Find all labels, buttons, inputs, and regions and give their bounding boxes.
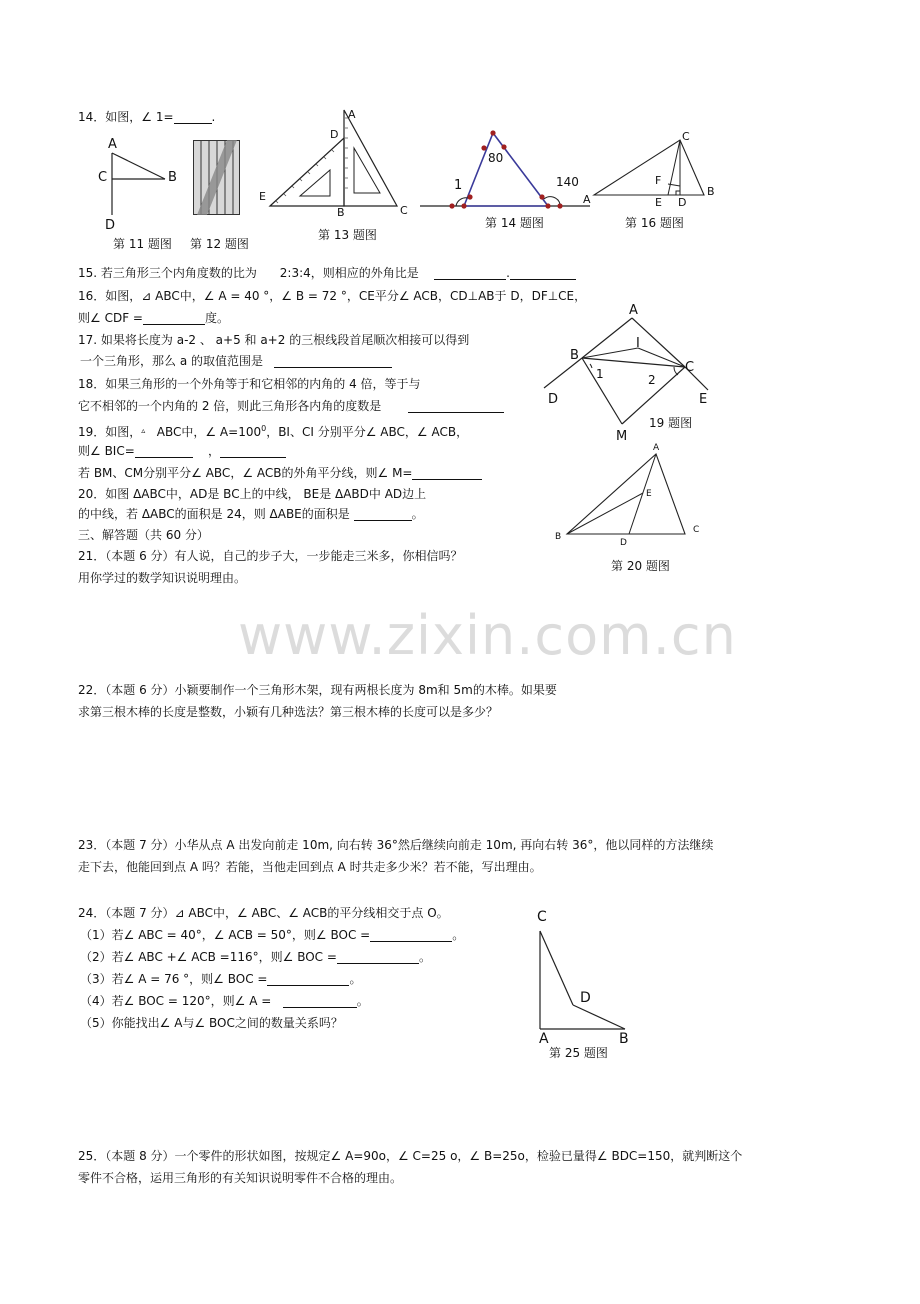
question-19-prefix: 19．如图，	[78, 425, 142, 439]
question-22-line1: 22．（本题 6 分）小颖要制作一个三角形木架，现有两根长度为 8m和 5m的木棒。如果要	[78, 683, 557, 697]
fig19-label-1: 1	[596, 367, 604, 381]
fig11-caption: 第 11 题图	[113, 237, 172, 251]
fig20-label-d: D	[620, 538, 627, 548]
fig14-label-1: 1	[454, 178, 463, 193]
fig20-label-b: B	[555, 532, 562, 542]
answer-blank[interactable]	[354, 508, 412, 521]
question-21-line1: 21．（本题 6 分）有人说，自己的步子大，一步能走三米多，你相信吗？	[78, 549, 463, 563]
fig25-caption: 第 25 题图	[549, 1046, 608, 1060]
fig13-label-e: E	[259, 190, 266, 203]
fig19-label-i: I	[636, 336, 640, 351]
fig16-label-d: D	[678, 196, 687, 209]
fig14-label-80: 80	[488, 151, 504, 165]
fig11-label-b: B	[168, 170, 177, 185]
question-20-text: 的中线，若 ΔABC的面积是 24，则 ΔABE的面积是	[78, 507, 354, 521]
fig13-label-c: C	[400, 204, 408, 217]
fig25-label-b: B	[619, 1031, 629, 1047]
fig13-label-b: B	[337, 206, 345, 219]
question-19-text-2: ，BI、CI 分别平分∠ ABC，∠ ACB，	[266, 425, 469, 439]
fig19-caption: 19 题图	[649, 416, 693, 430]
answer-blank[interactable]	[337, 951, 419, 964]
fig16-label-c: C	[682, 130, 690, 143]
figure-13	[262, 108, 412, 218]
triangle-symbol: ▵	[141, 426, 146, 435]
question-23-line1: 23．（本题 7 分）小华从点 A 出发向前走 10m, 向右转 36°然后继续向前走 10m, 再向右转 36°，他以同样的方法继续	[78, 838, 714, 852]
figure-16	[590, 132, 715, 212]
answer-blank[interactable]	[370, 929, 452, 942]
fig16-label-b: B	[707, 185, 715, 198]
fig25-label-a: A	[539, 1031, 549, 1047]
fig25-label-d: D	[580, 990, 591, 1006]
question-19-line3	[78, 466, 482, 480]
question-24-part2-end: 。	[418, 950, 431, 964]
fig19-label-a: A	[629, 303, 638, 318]
fig11-label-c: C	[98, 170, 108, 185]
question-24-part3-text: （3）若∠ A = 76 °，则∠ BOC =	[80, 972, 268, 986]
fig19-label-2: 2	[648, 373, 656, 387]
question-19-bic: 则∠ BIC=	[78, 444, 135, 458]
fig20-label-e: E	[646, 489, 652, 499]
question-19-m: 若 BM、CM分别平分∠ ABC，∠ ACB的外角平分线，则∠ M=	[78, 466, 413, 480]
fig13-label-d: D	[330, 128, 339, 141]
fig16-label-f: F	[655, 174, 662, 187]
figure-25	[535, 925, 635, 1035]
question-15	[78, 266, 576, 280]
question-24-part2	[80, 950, 431, 964]
question-19-text: ABC中，∠ A=100	[156, 425, 262, 439]
answer-blank[interactable]	[283, 995, 357, 1008]
fig14-label-140: 140	[556, 175, 579, 189]
question-24-part5: （5）你能找出∠ A与∠ BOC之间的数量关系吗？	[80, 1016, 343, 1030]
fig25-label-c: C	[537, 909, 547, 925]
question-15-dot: .	[506, 266, 510, 280]
answer-blank[interactable]	[274, 355, 392, 368]
answer-blank[interactable]	[510, 267, 576, 280]
fig19-label-c: C	[685, 360, 695, 375]
question-19-line2	[78, 444, 286, 458]
answer-blank[interactable]	[135, 445, 193, 458]
question-16-line2	[78, 311, 229, 325]
question-24-part4-text: （4）若∠ BOC = 120°，则∠ A =	[80, 994, 272, 1008]
question-24-part1	[80, 928, 464, 942]
figure-14	[420, 125, 595, 215]
question-19-comma: ，	[208, 444, 221, 458]
answer-blank[interactable]	[220, 445, 286, 458]
question-25-line2: 零件不合格，运用三角形的有关知识说明零件不合格的理由。	[78, 1171, 403, 1185]
question-24-part3-end: 。	[349, 972, 362, 986]
question-20-line2	[78, 507, 424, 521]
question-24-part1-text: （1）若∠ ABC = 40°，∠ ACB = 50°，则∠ BOC =	[80, 928, 371, 942]
question-21-line2: 用你学过的数学知识说明理由。	[78, 571, 247, 585]
question-23-line2: 走下去，他能回到点 A 吗？若能，当他走回到点 A 时共走多少米？若不能，写出理由。	[78, 860, 542, 874]
fig13-caption: 第 13 题图	[318, 228, 377, 242]
answer-blank[interactable]	[408, 400, 504, 413]
question-24-part2-text: （2）若∠ ABC +∠ ACB =116°，则∠ BOC =	[80, 950, 337, 964]
question-14	[78, 110, 215, 124]
question-20-line1: 20．如图 ΔABC中，AD是 BC上的中线， BE是 ΔABD中 AD边上	[78, 487, 427, 501]
question-24-part1-end: 。	[452, 928, 465, 942]
fig20-label-a: A	[653, 443, 660, 453]
question-19-line1	[78, 422, 468, 439]
fig11-label-a: A	[108, 137, 117, 152]
fig13-label-a: A	[348, 108, 356, 121]
answer-blank[interactable]	[143, 312, 205, 325]
fig11-label-d: D	[105, 218, 116, 233]
fig19-label-d: D	[548, 392, 559, 407]
fig12-caption: 第 12 题图	[190, 237, 249, 251]
answer-blank[interactable]	[412, 467, 482, 480]
watermark-text: www.zixin.com.cn	[238, 604, 737, 667]
question-17-line1: 17. 如果将长度为 a-2 、 a+5 和 a+2 的三根线段首尾顺次相接可以得到	[78, 333, 470, 347]
question-24-part4-end: 。	[356, 994, 369, 1008]
answer-blank[interactable]	[434, 267, 506, 280]
fig19-label-m: M	[616, 429, 628, 444]
fig19-label-e: E	[699, 392, 708, 407]
question-18-line2	[78, 399, 504, 413]
figure-20	[565, 450, 690, 538]
question-20-end: 。	[411, 507, 424, 521]
answer-blank[interactable]	[174, 111, 212, 124]
answer-blank[interactable]	[267, 973, 349, 986]
question-24-part3	[80, 972, 362, 986]
question-15-text: 15. 若三角形三个内角度数的比为	[78, 266, 257, 280]
question-14-text: 14．如图，∠ 1=	[78, 110, 174, 124]
question-25-line1: 25．（本题 8 分）一个零件的形状如图，按规定∠ A=90o，∠ C=25 o，∠ B=25o，检验已量得∠ BDC=150，就判断这个	[78, 1149, 743, 1163]
fig16-label-e: E	[655, 196, 662, 209]
question-15-ratio: 2:3:4，则相应的外角比是	[279, 266, 419, 280]
degree-superscript: 0	[261, 424, 267, 433]
fig14-caption: 第 14 题图	[485, 216, 544, 230]
question-16-line1: 16．如图，⊿ ABC中，∠ A = 40 °，∠ B = 72 °，CE平分∠ ACB，CD⊥AB于 D，DF⊥CE，	[78, 289, 587, 303]
question-17-line2	[80, 354, 392, 368]
fig19-label-b: B	[570, 348, 579, 363]
question-24-line1: 24．（本题 7 分）⊿ ABC中，∠ ABC、∠ ACB的平分线相交于点 O。	[78, 906, 449, 920]
section-heading: 三、解答题（共 60 分）	[78, 528, 209, 542]
fig14-label-a: A	[583, 193, 591, 206]
fig20-caption: 第 20 题图	[611, 559, 670, 573]
question-18-line1: 18．如果三角形的一个外角等于和它相邻的内角的 4 倍，等于与	[78, 377, 421, 391]
fig20-label-c: C	[693, 525, 700, 535]
figure-12	[193, 140, 241, 216]
question-14-tail: .	[211, 110, 216, 124]
question-16-unit: 度。	[204, 311, 229, 325]
question-18-text: 它不相邻的一个内角的 2 倍，则此三角形各内角的度数是	[78, 399, 382, 413]
question-24-part4	[80, 994, 369, 1008]
fig16-caption: 第 16 题图	[625, 216, 684, 230]
question-17-text: 一个三角形，那么 a 的取值范围是	[80, 354, 263, 368]
question-22-line2: 求第三根木棒的长度是整数，小颖有几种选法？第三根木棒的长度可以是多少？	[78, 705, 499, 719]
question-16-text: 则∠ CDF =	[78, 311, 143, 325]
